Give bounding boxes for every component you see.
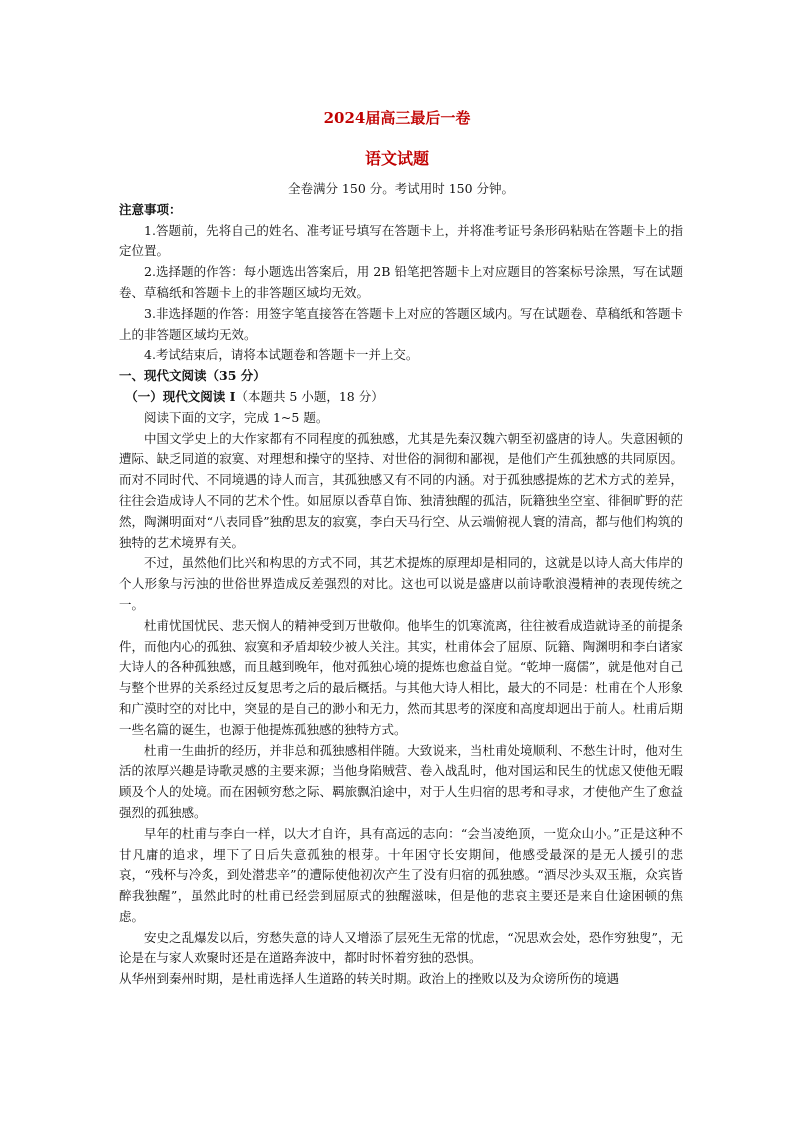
passage-paragraph: 杜甫一生曲折的经历，并非总和孤独感相伴随。大致说来，当杜甫处境顺利、不愁生计时，他对生活的浓厚兴趣是诗歌灵感的主要来源；当他身陷贼营、卷入战乱时，他对国运和民生的忧虑又使他无暇顾及个人的处境。而在困顿穷愁之际、羁旅飘泊途中，对于人生归宿的思考和寻求，才使他产生了愈益强烈的孤独感。 (119, 742, 683, 820)
passage-paragraph: 早年的杜甫与李白一样，以大才自许，具有高远的志向：“会当凌绝顶，一览众山小。”正是这种不甘凡庸的追求，埋下了日后失意孤独的根芽。十年困守长安期间，他感受最深的是无人援引的悲哀，“残杯与冷炙，到处潜悲辛”的遭际使他初次产生了没有归宿的孤独感。“酒尽沙头双玉瓶，众宾皆醉我独醒”，虽然此时的杜甫已经尝到屈原式的独醒滋味，但是他的悲哀主要还是来自仕途困顿的焦虑。 (119, 825, 683, 924)
section-heading: 一、现代文阅读（35 分） (119, 368, 266, 384)
passage-paragraph: 不过，虽然他们比兴和构思的方式不同，其艺术提炼的原理却是相同的，这就是以诗人高大伟岸的个人形象与污浊的世俗世界造成反差强烈的对比。这也可以说是盛唐以前诗歌浪漫精神的表现传统之一。 (119, 555, 683, 612)
exam-content (119, 179, 683, 990)
notice-item: 1.答题前，先将自己的姓名、准考证号填写在答题卡上，并将准考证号条形码粘贴在答题卡上的指定位置。 (119, 222, 683, 259)
subsection-heading-rest: （本题共 5 小题，18 分） (235, 388, 384, 404)
passage-paragraph: 安史之乱爆发以后，穷愁失意的诗人又增添了层死生无常的忧虑，“况思欢会处，恐作穷独叟”，无论是在与家人欢聚时还是在道路奔波中，都时时怀着穷独的恐惧。 (119, 929, 683, 966)
subsection-heading (119, 387, 683, 408)
notice-heading: 注意事项： (119, 201, 182, 217)
passage-paragraph: 杜甫忧国忧民、悲天悯人的精神受到万世敬仰。他毕生的饥寒流离，往往被看成造就诗圣的前提条件，而他内心的孤独、寂寞和矛盾却较少被人关注。其实，杜甫体会了屈原、阮籍、陶渊明和李白诸家大诗人的各种孤独感，而且越到晚年，他对孤独心境的提炼也愈益自觉。“乾坤一腐儒”，就是他对自己与整个世界的关系经过反复思考之后的最后概括。与其他大诗人相比，最大的不同是：杜甫在个人形象和广漠时空的对比中，突显的是自己的渺小和无力，然而其思考的深度和高度却迥出于前人。杜甫后期一些名篇的诞生，也源于他提炼孤独感的独特方式。 (119, 617, 683, 737)
exam-title: 2024届高三最后一卷 (323, 109, 471, 127)
reading-instruction: 阅读下面的文字，完成 1~5 题。 (144, 409, 329, 425)
notice-item: 4.考试结束后，请将本试题卷和答题卡一并上交。 (144, 347, 419, 363)
notice-item: 2.选择题的作答：每小题选出答案后，用 2B 铅笔把答题卡上对应题目的答案标号涂黑，写在试题卷、草稿纸和答题卡上的非答题区域均无效。 (119, 264, 683, 300)
exam-info: 全卷满分 150 分。考试用时 150 分钟。 (287, 181, 515, 196)
notice-item: 3.非选择题的作答：用签字笔直接答在答题卡上对应的答题区域内。写在试题卷、草稿纸和答题卡上的非答题区域均无效。 (119, 305, 683, 342)
subject-title: 语文试题 (364, 149, 429, 168)
passage-paragraph: 中国文学史上的大作家都有不同程度的孤独感，尤其是先秦汉魏六朝至初盛唐的诗人。失意困顿的遭际、缺乏同道的寂寞、对理想和操守的坚持、对世俗的洞彻和鄙视，是他们产生孤独感的共同原因。而对不同时代、不同境遇的诗人而言，其孤独感又有不同的内涵。对于孤独感提炼的艺术方式的差异，往往会造成诗人不同的艺术个性。如屈原以香草自饰、独清独醒的孤洁，阮籍独坐空室、徘徊旷野的茫然，陶渊明面对“八表同昏”独酌思友的寂寞，李白天马行空、从云端俯视人寰的清高，都与他们构筑的独特的艺术境界有关。 (119, 430, 683, 550)
subsection-heading-lead: （一）现代文阅读 I (125, 388, 236, 404)
passage-paragraph: 从华州到秦州时期，是杜甫选择人生道路的转关时期。政治上的挫败以及为众谤所伤的境遇 (119, 971, 620, 987)
